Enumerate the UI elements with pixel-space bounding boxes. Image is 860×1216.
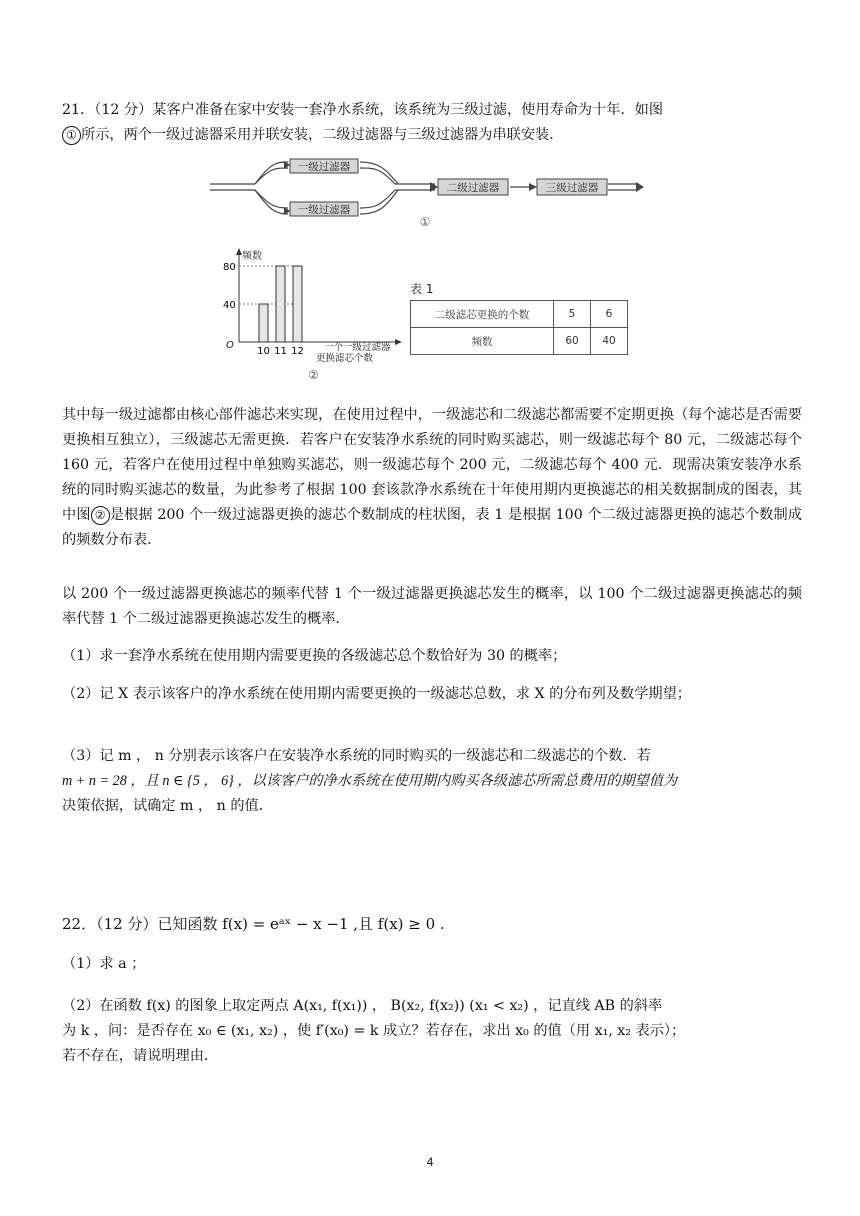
fig1-ref: ① <box>62 126 81 145</box>
x-tick-label: 11 <box>274 346 287 357</box>
table-1-title: 表 1 <box>410 282 434 296</box>
bar <box>259 304 268 342</box>
fig2-ref: ② <box>91 506 110 525</box>
level1-a-label: 一级过滤器 <box>297 161 351 173</box>
x-tick-label: 10 <box>257 346 270 357</box>
bar <box>293 266 302 342</box>
row2-value-1: 60 <box>554 328 591 355</box>
bar <box>276 266 285 342</box>
frequency-table <box>410 300 628 355</box>
fig2-caption: ② <box>308 368 319 382</box>
chart-xlabel-2: 更换滤芯个数 <box>316 353 374 364</box>
q21-paragraph-2: 以 200 个一级过滤器更换滤芯的频率代替 1 个一级过滤器更换滤芯发生的概率，以 100 个二级过滤器更换滤芯的频率代替 1 个二级过滤器更换滤芯发生的概率． <box>62 586 802 627</box>
q22-sub1: （1）求 a ； <box>62 956 146 972</box>
chart-ylabel: 频数 <box>242 251 262 262</box>
x-tick-label: 12 <box>291 346 304 357</box>
level1-b-label: 一级过滤器 <box>297 204 351 216</box>
y-tick-label: 80 <box>223 262 236 273</box>
row1-value-1: 5 <box>554 301 591 328</box>
chart-origin: O <box>226 340 234 351</box>
table-1 <box>410 280 628 355</box>
level3-label: 三级过滤器 <box>545 182 599 194</box>
table-row <box>411 301 628 328</box>
q21-sub3: （3）记 m ， n 分别表示该客户在安装净水系统的同时购买的一级滤芯和二级滤芯的个数．若 m + n = 28 ，且 n ∈ {5 ， 6} ，以该客户的净水系统在使用期内购买各级滤芯所需总费用的期望值为 决策依据，试确定 m ， n 的值． <box>62 748 678 814</box>
q21-intro: 21．（12 分）某客户准备在家中安装一套净水系统，该系统为三级过滤，使用寿命为十年．如图 ① 所示，两个一级过滤器采用并联安装，二级过滤器与三级过滤器为串联安装． <box>62 102 664 143</box>
row2-value-2: 40 <box>591 328 628 355</box>
y-tick-label: 40 <box>223 300 236 311</box>
q21-sub1: （1）求一套净水系统在使用期内需要更换的各级滤芯总个数恰好为 30 的概率； <box>62 648 567 664</box>
q22-sub2: （2）在函数 f(x) 的图象上取定两点 A(x₁, f(x₁)) ， B(x₂, f(x₂)) (x₁ < x₂) ，记直线 AB 的斜率 为 k ，问：是否存在 x₀ ∈ (x₁, x₂) ，使 f′(x₀) = k 成立？若存在，求出 x₀ 的值（用 x₁, x₂ 表示）； 若不存在，请说明理由． <box>62 998 686 1064</box>
q21-paragraph-1: 其中每一级过滤都由核心部件滤芯来实现，在使用过程中，一级滤芯和二级滤芯都需要不定期更换（每个滤芯是否需要更换相互独立），三级滤芯无需更换．若客户在安装净水系统的同时购买滤芯，则一级滤芯每个 80 元，二级滤芯每个 160 元，若客户在使用过程中单独购买滤芯，则一级滤芯每个 200 元，二级滤芯每个 400 元．现需决策安装净水系统的同时购买滤芯的数量，为此参考了根据 100 套该款净水系统在十年使用期内更换滤芯的相关数据制成的图表，其中图 ② 是根据 200 个一级过滤器更换的滤芯个数制成的柱状图，表 1 是根据 100 个二级过滤器更换的滤芯个数制成的频数分布表． <box>62 407 802 548</box>
page-number: 4 <box>426 1155 434 1169</box>
row1-label: 二级滤芯更换的个数 <box>411 301 554 328</box>
filter-replacement-bar-chart <box>222 246 412 386</box>
filter-system-diagram <box>210 158 650 230</box>
level2-label: 二级过滤器 <box>446 182 500 194</box>
q21-sub2: （2）记 X 表示该客户的净水系统在使用期内需要更换的一级滤芯总数，求 X 的分布列及数学期望； <box>62 686 691 702</box>
table-row <box>411 328 628 355</box>
row2-label: 频数 <box>411 328 554 355</box>
chart-xlabel-1: 一个一级过滤器 <box>324 342 391 353</box>
q22-intro: 22．（12 分）已知函数 f(x) = eᵃˣ − x −1 ,且 f(x) ≥ 0 . <box>62 915 445 933</box>
fig1-caption: ① <box>419 215 431 229</box>
row1-value-2: 6 <box>591 301 628 328</box>
